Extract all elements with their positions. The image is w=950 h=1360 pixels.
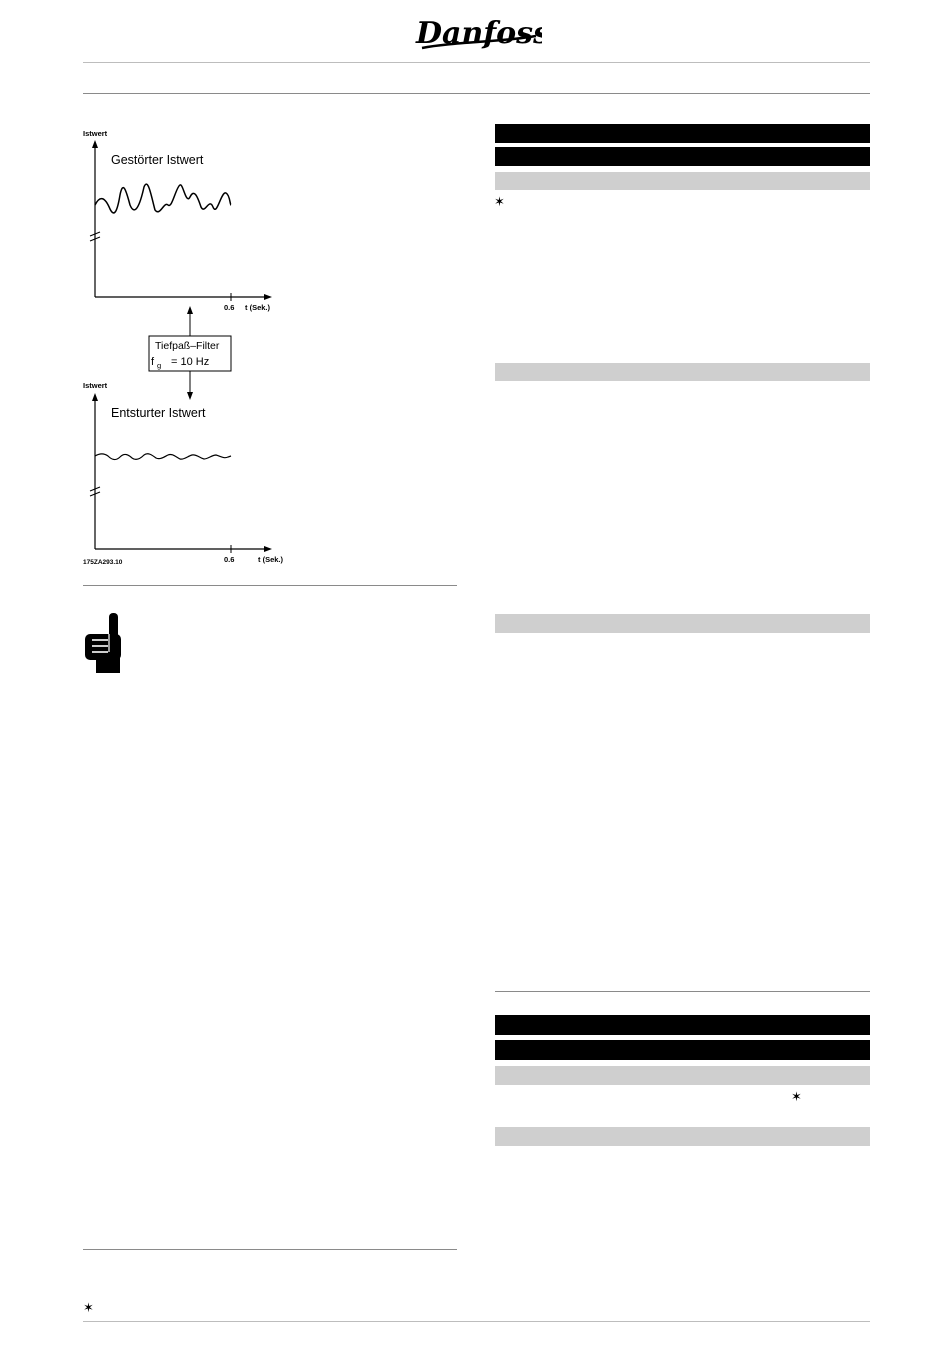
right-block-rule	[495, 991, 870, 992]
filter-f: f	[151, 356, 155, 368]
bottom-ylabel: Istwert	[83, 381, 108, 390]
disturbed-signal-line	[95, 184, 231, 213]
top-x-arrow	[264, 294, 272, 300]
bottom-x-arrow	[264, 546, 272, 552]
star-icon: ✶	[83, 1301, 94, 1316]
param-section-bar-5	[495, 1127, 870, 1146]
logo-graphic	[412, 12, 542, 56]
param-section-bar-2	[495, 363, 870, 381]
danfoss-logo	[412, 12, 542, 56]
bottom-x-tick-label: 0.6	[224, 555, 235, 564]
filter-subscript: g	[157, 361, 162, 370]
left-bottom-rule	[83, 1249, 457, 1250]
top-x-tick-label: 0.6	[224, 303, 235, 312]
left-figure-rule	[83, 585, 457, 586]
param-section-bar-3	[495, 614, 870, 633]
header-rule-bottom	[83, 93, 870, 94]
param-header-bar-2	[495, 147, 870, 166]
footer-rule	[83, 1321, 870, 1322]
filtered-signal-line	[95, 454, 231, 460]
param-section-bar-4	[495, 1066, 870, 1085]
star-icon: ✶	[494, 195, 505, 210]
param-header-bar-4	[495, 1040, 870, 1060]
param-header-bar-3	[495, 1015, 870, 1035]
filter-frequency: = 10 Hz	[171, 356, 210, 368]
param-header-bar-1	[495, 124, 870, 143]
logo-wordmark: Danfoss	[416, 16, 542, 51]
star-icon: ✶	[791, 1090, 802, 1105]
header-rule-top	[83, 62, 870, 63]
top-x-label: t (Sek.)	[245, 303, 271, 312]
filter-figure	[80, 125, 320, 570]
filter-title: Tiefpaß–Filter	[155, 340, 220, 352]
figure-id: 175ZA293.10	[83, 559, 123, 566]
top-chart-caption: Gestörter Istwert	[111, 153, 204, 167]
pointing-hand-icon	[82, 612, 124, 674]
bottom-chart-caption: Entsturter Istwert	[111, 406, 206, 420]
param-section-bar-1	[495, 172, 870, 190]
bottom-x-label: t (Sek.)	[258, 555, 284, 564]
top-y-arrow	[92, 140, 98, 148]
bottom-y-arrow	[92, 393, 98, 401]
top-ylabel: Istwert	[83, 129, 108, 138]
